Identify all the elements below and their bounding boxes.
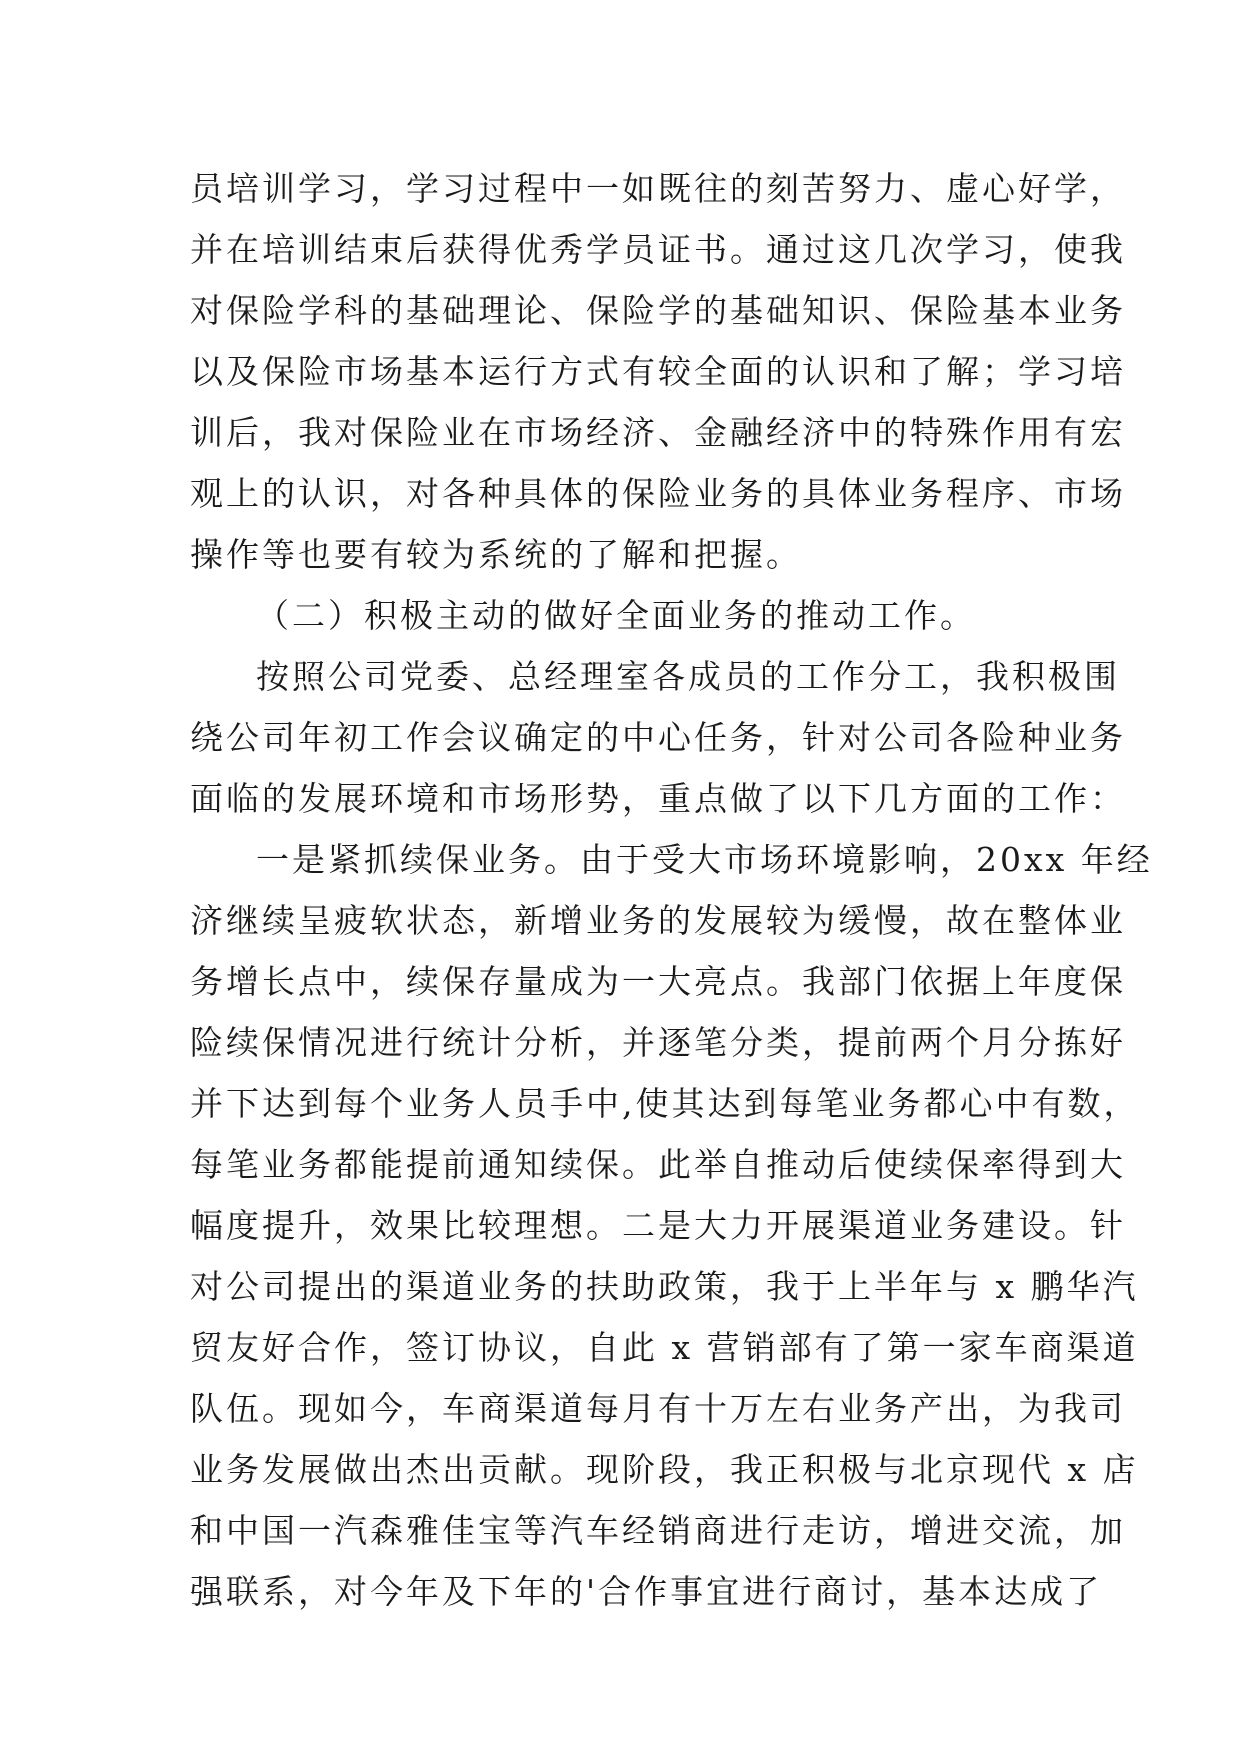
text-line: 按照公司党委、总经理室各成员的工作分工，我积极围 xyxy=(256,657,1120,696)
text-line: 对保险学科的基础理论、保险学的基础知识、保险基本业务 xyxy=(190,291,1126,330)
text-line: 贸友好合作，签订协议，自此 x 营销部有了第一家车商渠道 xyxy=(190,1328,1139,1367)
text-line: 济继续呈疲软状态，新增业务的发展较为缓慢，故在整体业 xyxy=(190,901,1126,940)
text-line: 对公司提出的渠道业务的扶助政策，我于上半年与 x 鹏华汽 xyxy=(190,1267,1139,1306)
text-line: 每笔业务都能提前通知续保。此举自推动后使续保率得到大 xyxy=(190,1145,1126,1184)
text-line: 幅度提升，效果比较理想。二是大力开展渠道业务建设。针 xyxy=(190,1206,1126,1245)
text-line: 并下达到每个业务人员手中,使其达到每笔业务都心中有数， xyxy=(190,1084,1140,1123)
text-line: 强联系，对今年及下年的'合作事宜进行商讨，基本达成了 xyxy=(190,1572,1103,1611)
text-line: 绕公司年初工作会议确定的中心任务，针对公司各险种业务 xyxy=(190,718,1126,757)
text-line: 并在培训结束后获得优秀学员证书。通过这几次学习，使我 xyxy=(190,230,1126,269)
text-line: 业务发展做出杰出贡献。现阶段，我正积极与北京现代 x 店 xyxy=(190,1450,1139,1489)
text-line: 务增长点中，续保存量成为一大亮点。我部门依据上年度保 xyxy=(190,962,1126,1001)
text-line: 面临的发展环境和市场形势，重点做了以下几方面的工作： xyxy=(190,779,1126,818)
section-heading: （二）积极主动的做好全面业务的推动工作。 xyxy=(256,596,976,635)
text-line: 险续保情况进行统计分析，并逐笔分类，提前两个月分拣好 xyxy=(190,1023,1126,1062)
text-line: 观上的认识，对各种具体的保险业务的具体业务程序、市场 xyxy=(190,474,1126,513)
text-line: 和中国一汽森雅佳宝等汽车经销商进行走访，增进交流，加 xyxy=(190,1511,1126,1550)
text-line: 一是紧抓续保业务。由于受大市场环境影响，20xx 年经 xyxy=(256,840,1153,879)
text-line: 员培训学习，学习过程中一如既往的刻苦努力、虚心好学， xyxy=(190,169,1126,208)
text-line: 训后，我对保险业在市场经济、金融经济中的特殊作用有宏 xyxy=(190,413,1126,452)
text-line: 操作等也要有较为系统的了解和把握。 xyxy=(190,535,802,574)
text-line: 队伍。现如今，车商渠道每月有十万左右业务产出，为我司 xyxy=(190,1389,1126,1428)
text-line: 以及保险市场基本运行方式有较全面的认识和了解；学习培 xyxy=(190,352,1126,391)
document-body xyxy=(190,158,1153,1622)
